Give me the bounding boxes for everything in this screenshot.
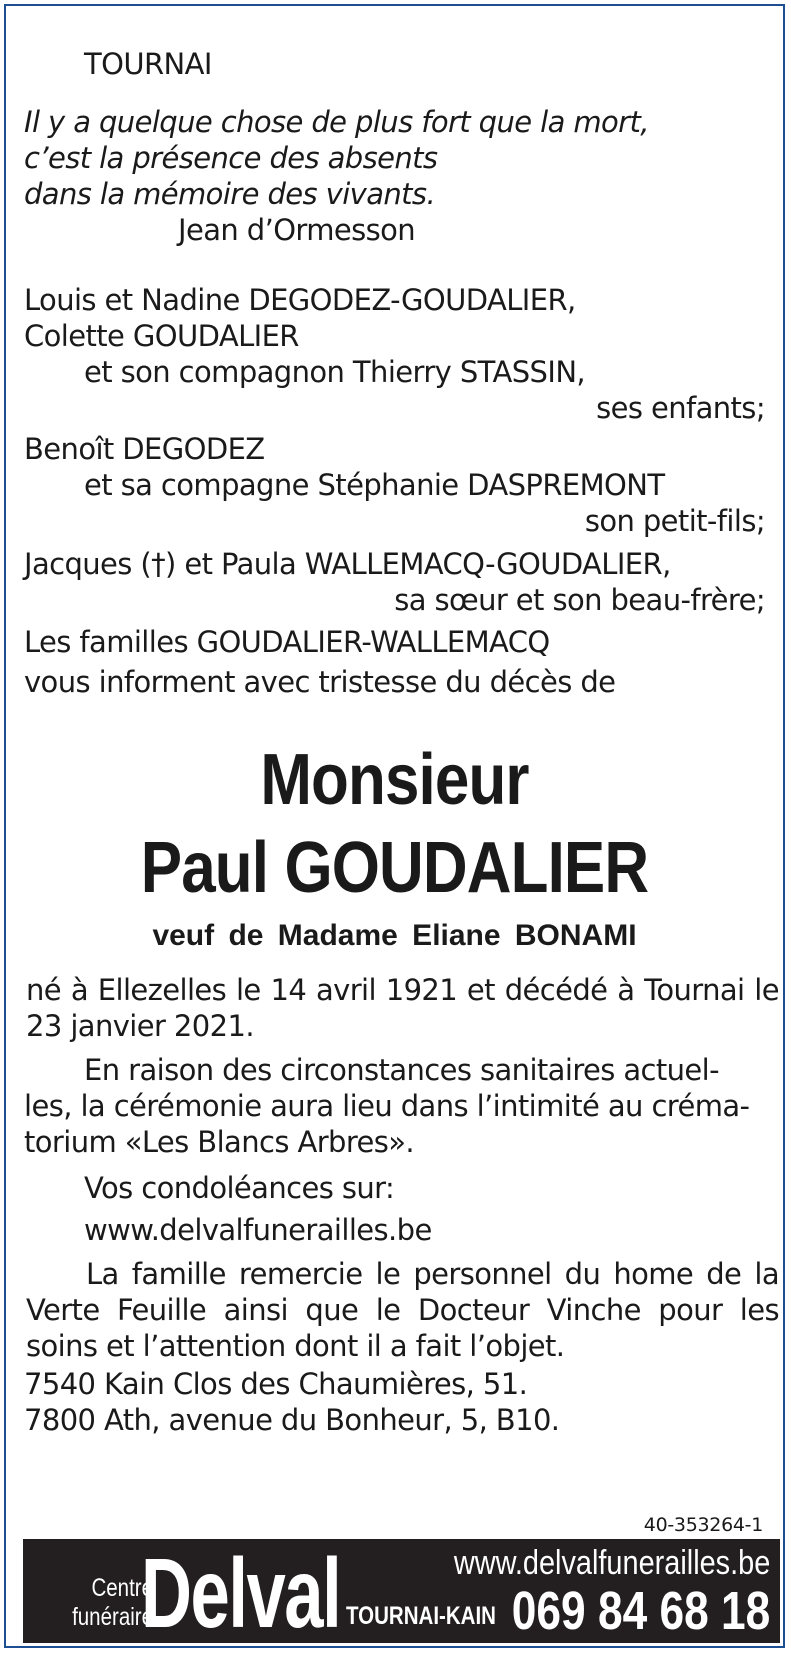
grandson-line-1: Benoît DEGODEZ bbox=[24, 432, 265, 466]
ceremony-line-2: les, la cérémonie aura lieu dans l’intimité au créma- bbox=[24, 1089, 750, 1123]
widower-line: veuf de Madame Eliane BONAMI bbox=[152, 919, 637, 952]
reference-number: 40-353264-1 bbox=[643, 1514, 763, 1536]
children-line-2: Colette GOUDALIER bbox=[24, 319, 299, 353]
ceremony-line-3: torium «Les Blancs Arbres». bbox=[24, 1125, 415, 1159]
city-header: TOURNAI bbox=[84, 47, 212, 81]
families-line: Les familles GOUDALIER-WALLEMACQ bbox=[24, 625, 550, 659]
deceased-honorific: Monsieur bbox=[260, 740, 529, 820]
ceremony-line-1: En raison des circonstances sanitaires actuel- bbox=[84, 1053, 719, 1087]
banner-city: TOURNAI-KAIN bbox=[346, 1602, 496, 1630]
banner-centre-line-2: funéraire bbox=[72, 1603, 153, 1631]
banner-brand-logo: Delval bbox=[141, 1539, 341, 1643]
address-line-1: 7540 Kain Clos des Chaumières, 51. bbox=[24, 1367, 528, 1401]
obituary-frame bbox=[4, 4, 785, 1648]
quote-line-1: Il y a quelque chose de plus fort que la mort, bbox=[24, 105, 649, 139]
banner-url-link[interactable]: www.delvalfunerailles.be bbox=[453, 1544, 770, 1582]
website-link[interactable]: www.delvalfunerailles.be bbox=[84, 1213, 432, 1247]
condolences-line: Vos condoléances sur: bbox=[84, 1171, 395, 1205]
quote-line-2: c’est la présence des absents bbox=[24, 141, 438, 175]
sibling-line-1: Jacques (†) et Paula WALLEMACQ-GOUDALIER, bbox=[24, 547, 671, 581]
children-line-3: et son compagnon Thierry STASSIN, bbox=[84, 355, 586, 389]
deceased-name: Paul GOUDALIER bbox=[140, 828, 649, 908]
birth-death-paragraph: né à Ellezelles le 14 avril 1921 et décédé à Tournai le 23 janvier 2021. bbox=[26, 973, 779, 1043]
quote-line-3: dans la mémoire des vivants. bbox=[24, 177, 436, 211]
announce-line: vous informent avec tristesse du décès de bbox=[24, 665, 616, 699]
thanks-paragraph: La famille remercie le personnel du home de la Verte Feuille ainsi que le Docteur Vinche pour les soins et l’attention dont il a fait l’objet. bbox=[26, 1257, 779, 1363]
grandson-role: son petit-fils; bbox=[584, 504, 765, 538]
address-line-2: 7800 Ath, avenue du Bonheur, 5, B10. bbox=[24, 1403, 560, 1437]
banner-centre-line-1: Centre bbox=[91, 1574, 153, 1602]
banner-phone[interactable]: 069 84 68 18 bbox=[511, 1581, 770, 1641]
children-role: ses enfants; bbox=[596, 391, 765, 425]
banner-centre-funeraire bbox=[55, 1574, 153, 1632]
sibling-role: sa sœur et son beau-frère; bbox=[394, 583, 765, 617]
children-line-1: Louis et Nadine DEGODEZ-GOUDALIER, bbox=[24, 283, 576, 317]
funeral-home-banner bbox=[23, 1539, 780, 1643]
quote-author: Jean d’Ormesson bbox=[178, 213, 416, 247]
grandson-line-2: et sa compagne Stéphanie DASPREMONT bbox=[84, 468, 665, 502]
